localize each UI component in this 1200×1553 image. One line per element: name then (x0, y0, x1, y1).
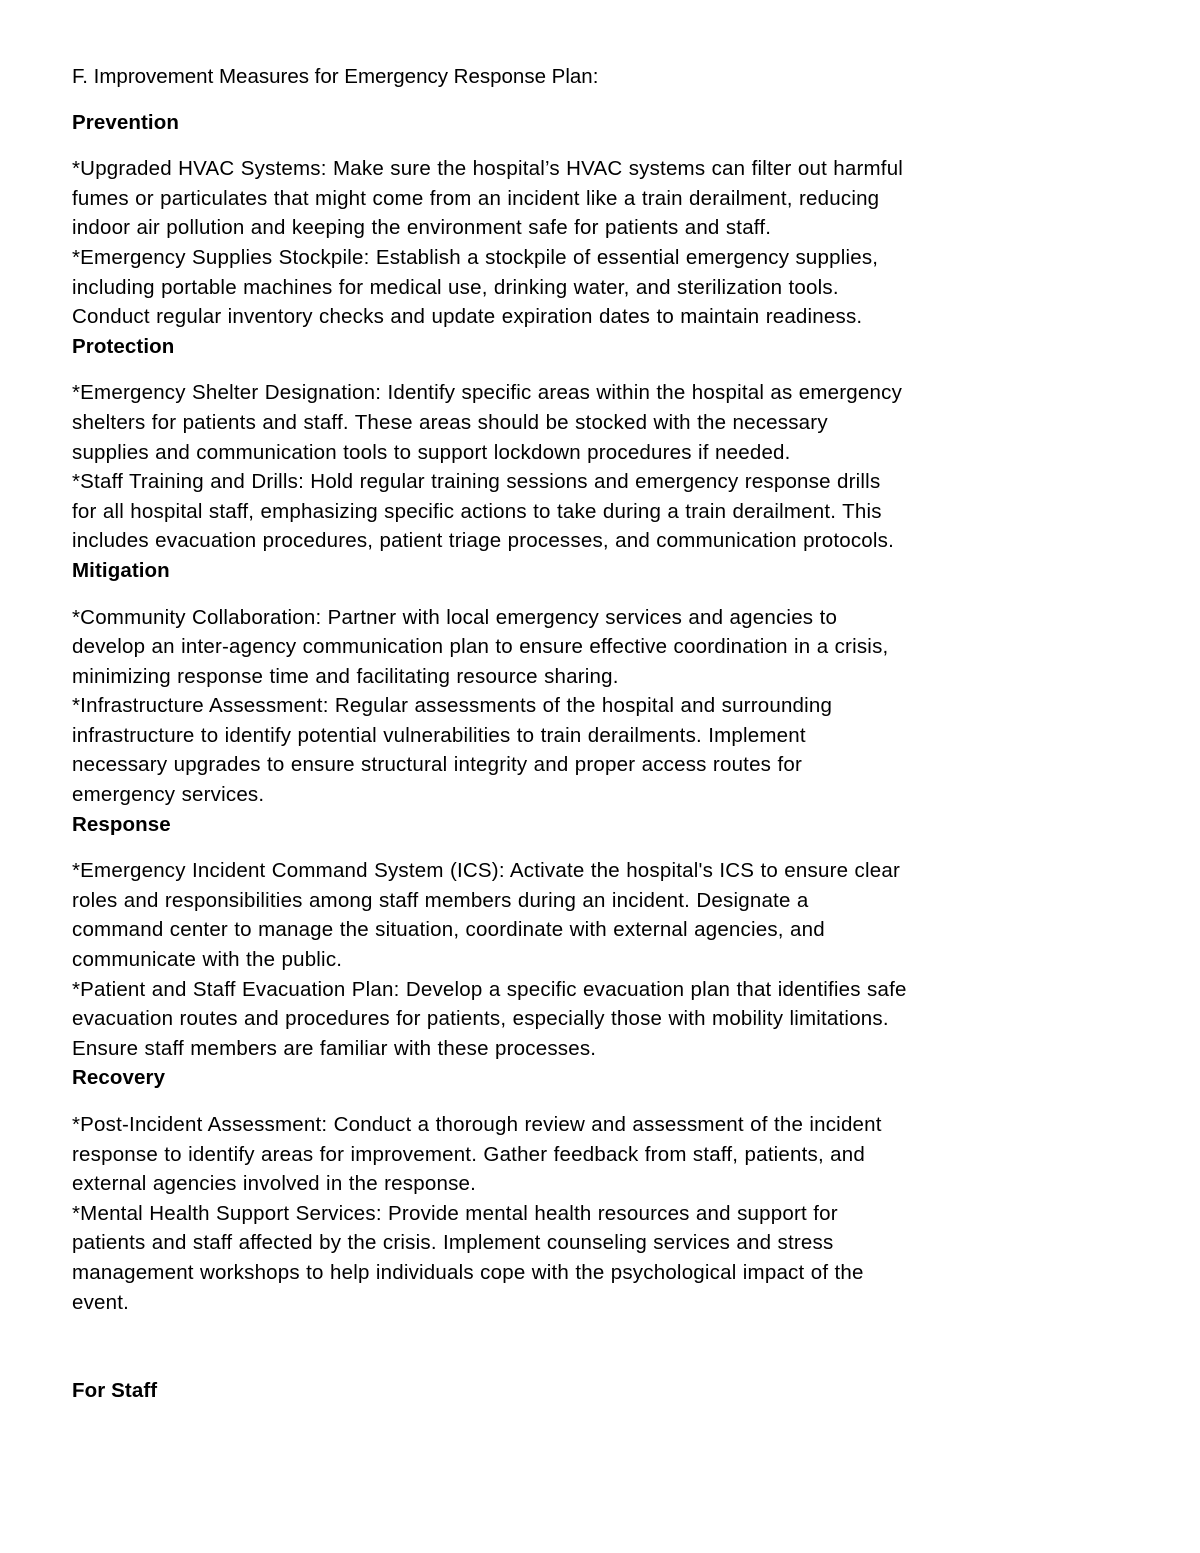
body-line: infrastructure to identify potential vulnerabilities to train derailments. Implement (72, 723, 806, 747)
spacer-after-heading-protection (72, 361, 1134, 378)
section-body-protection (72, 378, 1134, 556)
body-line: including portable machines for medical use, drinking water, and sterilization tools. (72, 275, 839, 299)
body-line: *Infrastructure Assessment: Regular assessments of the hospital and surrounding (72, 694, 833, 718)
body-line: *Patient and Staff Evacuation Plan: Develop a specific evacuation plan that identifies safe (72, 977, 907, 1001)
body-line: *Emergency Shelter Designation: Identify specific areas within the hospital as emergency (72, 381, 903, 405)
body-line: emergency services. (72, 783, 265, 807)
section-heading-for-staff: For Staff (72, 1379, 158, 1403)
body-line: *Staff Training and Drills: Hold regular training sessions and emergency response drills (72, 470, 881, 494)
body-line: *Community Collaboration: Partner with local emergency services and agencies to (72, 605, 838, 629)
spacer-after-heading-recovery (72, 1093, 1134, 1110)
body-line: develop an inter-agency communication plan to ensure effective coordination in a crisis, (72, 635, 889, 659)
body-line: *Post-Incident Assessment: Conduct a thorough review and assessment of the incident (72, 1113, 882, 1136)
spacer-after-heading-prevention (72, 137, 1134, 154)
section-heading-protection: Protection (72, 334, 175, 358)
document-body (72, 62, 1134, 1406)
body-line: communicate with the public. (72, 948, 343, 972)
body-line: management workshops to help individuals cope with the psychological impact of the (72, 1260, 864, 1284)
body-line: response to identify areas for improvement. Gather feedback from staff, patients, and (72, 1142, 865, 1166)
body-line: *Emergency Supplies Stockpile: Establish a stockpile of essential emergency supplies, (72, 245, 879, 269)
body-line: evacuation routes and procedures for patients, especially those with mobility limitations. (72, 1007, 889, 1031)
spacer-blank-paragraph (72, 1317, 1134, 1376)
section-heading-mitigation: Mitigation (72, 558, 170, 582)
body-line: patients and staff affected by the crisis. Implement counseling services and stress (72, 1231, 834, 1255)
body-line: for all hospital staff, emphasizing specific actions to take during a train derailment. This (72, 499, 882, 523)
body-line: necessary upgrades to ensure structural integrity and proper access routes for (72, 753, 802, 777)
body-line: minimizing response time and facilitating resource sharing. (72, 664, 619, 688)
body-line: shelters for patients and staff. These areas should be stocked with the necessary (72, 410, 828, 434)
section-body-recovery (72, 1110, 1134, 1317)
body-line: roles and responsibilities among staff members during an incident. Designate a (72, 888, 809, 912)
body-line: Conduct regular inventory checks and update expiration dates to maintain readiness. (72, 305, 863, 329)
body-line: external agencies involved in the response. (72, 1172, 477, 1196)
body-line: event. (72, 1290, 130, 1314)
section-heading-prevention: Prevention (72, 110, 179, 134)
section-heading-response: Response (72, 812, 171, 836)
body-line: Ensure staff members are familiar with these processes. (72, 1036, 597, 1060)
spacer-after-heading-mitigation (72, 586, 1134, 603)
body-line: supplies and communication tools to support lockdown procedures if needed. (72, 440, 791, 464)
body-line: fumes or particulates that might come from an incident like a train derailment, reducing (72, 186, 880, 210)
document-intro-heading: F. Improvement Measures for Emergency Response Plan: (72, 65, 599, 88)
body-line: *Emergency Incident Command System (ICS): Activate the hospital's ICS to ensure clear (72, 859, 900, 883)
spacer-after-intro (72, 92, 1134, 108)
section-body-prevention (72, 154, 1134, 332)
spacer-after-heading-response (72, 839, 1134, 856)
section-heading-recovery: Recovery (72, 1066, 166, 1090)
body-line: *Upgraded HVAC Systems: Make sure the hospital’s HVAC systems can filter out harmful (72, 157, 904, 181)
body-line: *Mental Health Support Services: Provide mental health resources and support for (72, 1201, 838, 1225)
section-body-response (72, 856, 1134, 1063)
body-line: includes evacuation procedures, patient triage processes, and communication protocols. (72, 529, 895, 553)
section-body-mitigation (72, 603, 1134, 810)
body-line: indoor air pollution and keeping the environment safe for patients and staff. (72, 216, 772, 240)
body-line: command center to manage the situation, coordinate with external agencies, and (72, 918, 825, 942)
